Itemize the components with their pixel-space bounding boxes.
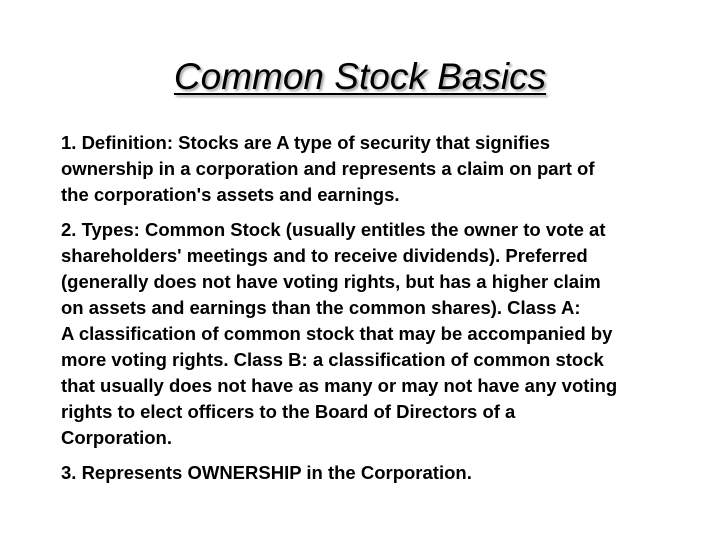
paragraph-ownership bbox=[61, 460, 697, 486]
text-line: on assets and earnings than the common shares). Class A: bbox=[61, 297, 581, 318]
paragraph-types bbox=[61, 217, 697, 451]
paragraph-definition bbox=[61, 130, 697, 208]
text-line: shareholders' meetings and to receive dividends). Preferred bbox=[61, 245, 588, 266]
slide-body bbox=[61, 130, 697, 495]
text-line: Corporation. bbox=[61, 427, 172, 448]
text-line: 1. Definition: Stocks are A type of security that signifies bbox=[61, 132, 550, 153]
text-line: A classification of common stock that may be accompanied by bbox=[61, 323, 613, 344]
text-line: ownership in a corporation and represents a claim on part of bbox=[61, 158, 595, 179]
text-line: 3. Represents OWNERSHIP in the Corporation. bbox=[61, 462, 472, 483]
text-line: that usually does not have as many or may not have any voting bbox=[61, 375, 618, 396]
text-line: more voting rights. Class B: a classification of common stock bbox=[61, 349, 604, 370]
text-line: 2. Types: Common Stock (usually entitles the owner to vote at bbox=[61, 219, 606, 240]
text-line: rights to elect officers to the Board of Directors of a bbox=[61, 401, 516, 422]
slide-title: Common Stock Basics bbox=[173, 56, 547, 97]
text-line: (generally does not have voting rights, but has a higher claim bbox=[61, 271, 601, 292]
text-line: the corporation's assets and earnings. bbox=[61, 184, 400, 205]
